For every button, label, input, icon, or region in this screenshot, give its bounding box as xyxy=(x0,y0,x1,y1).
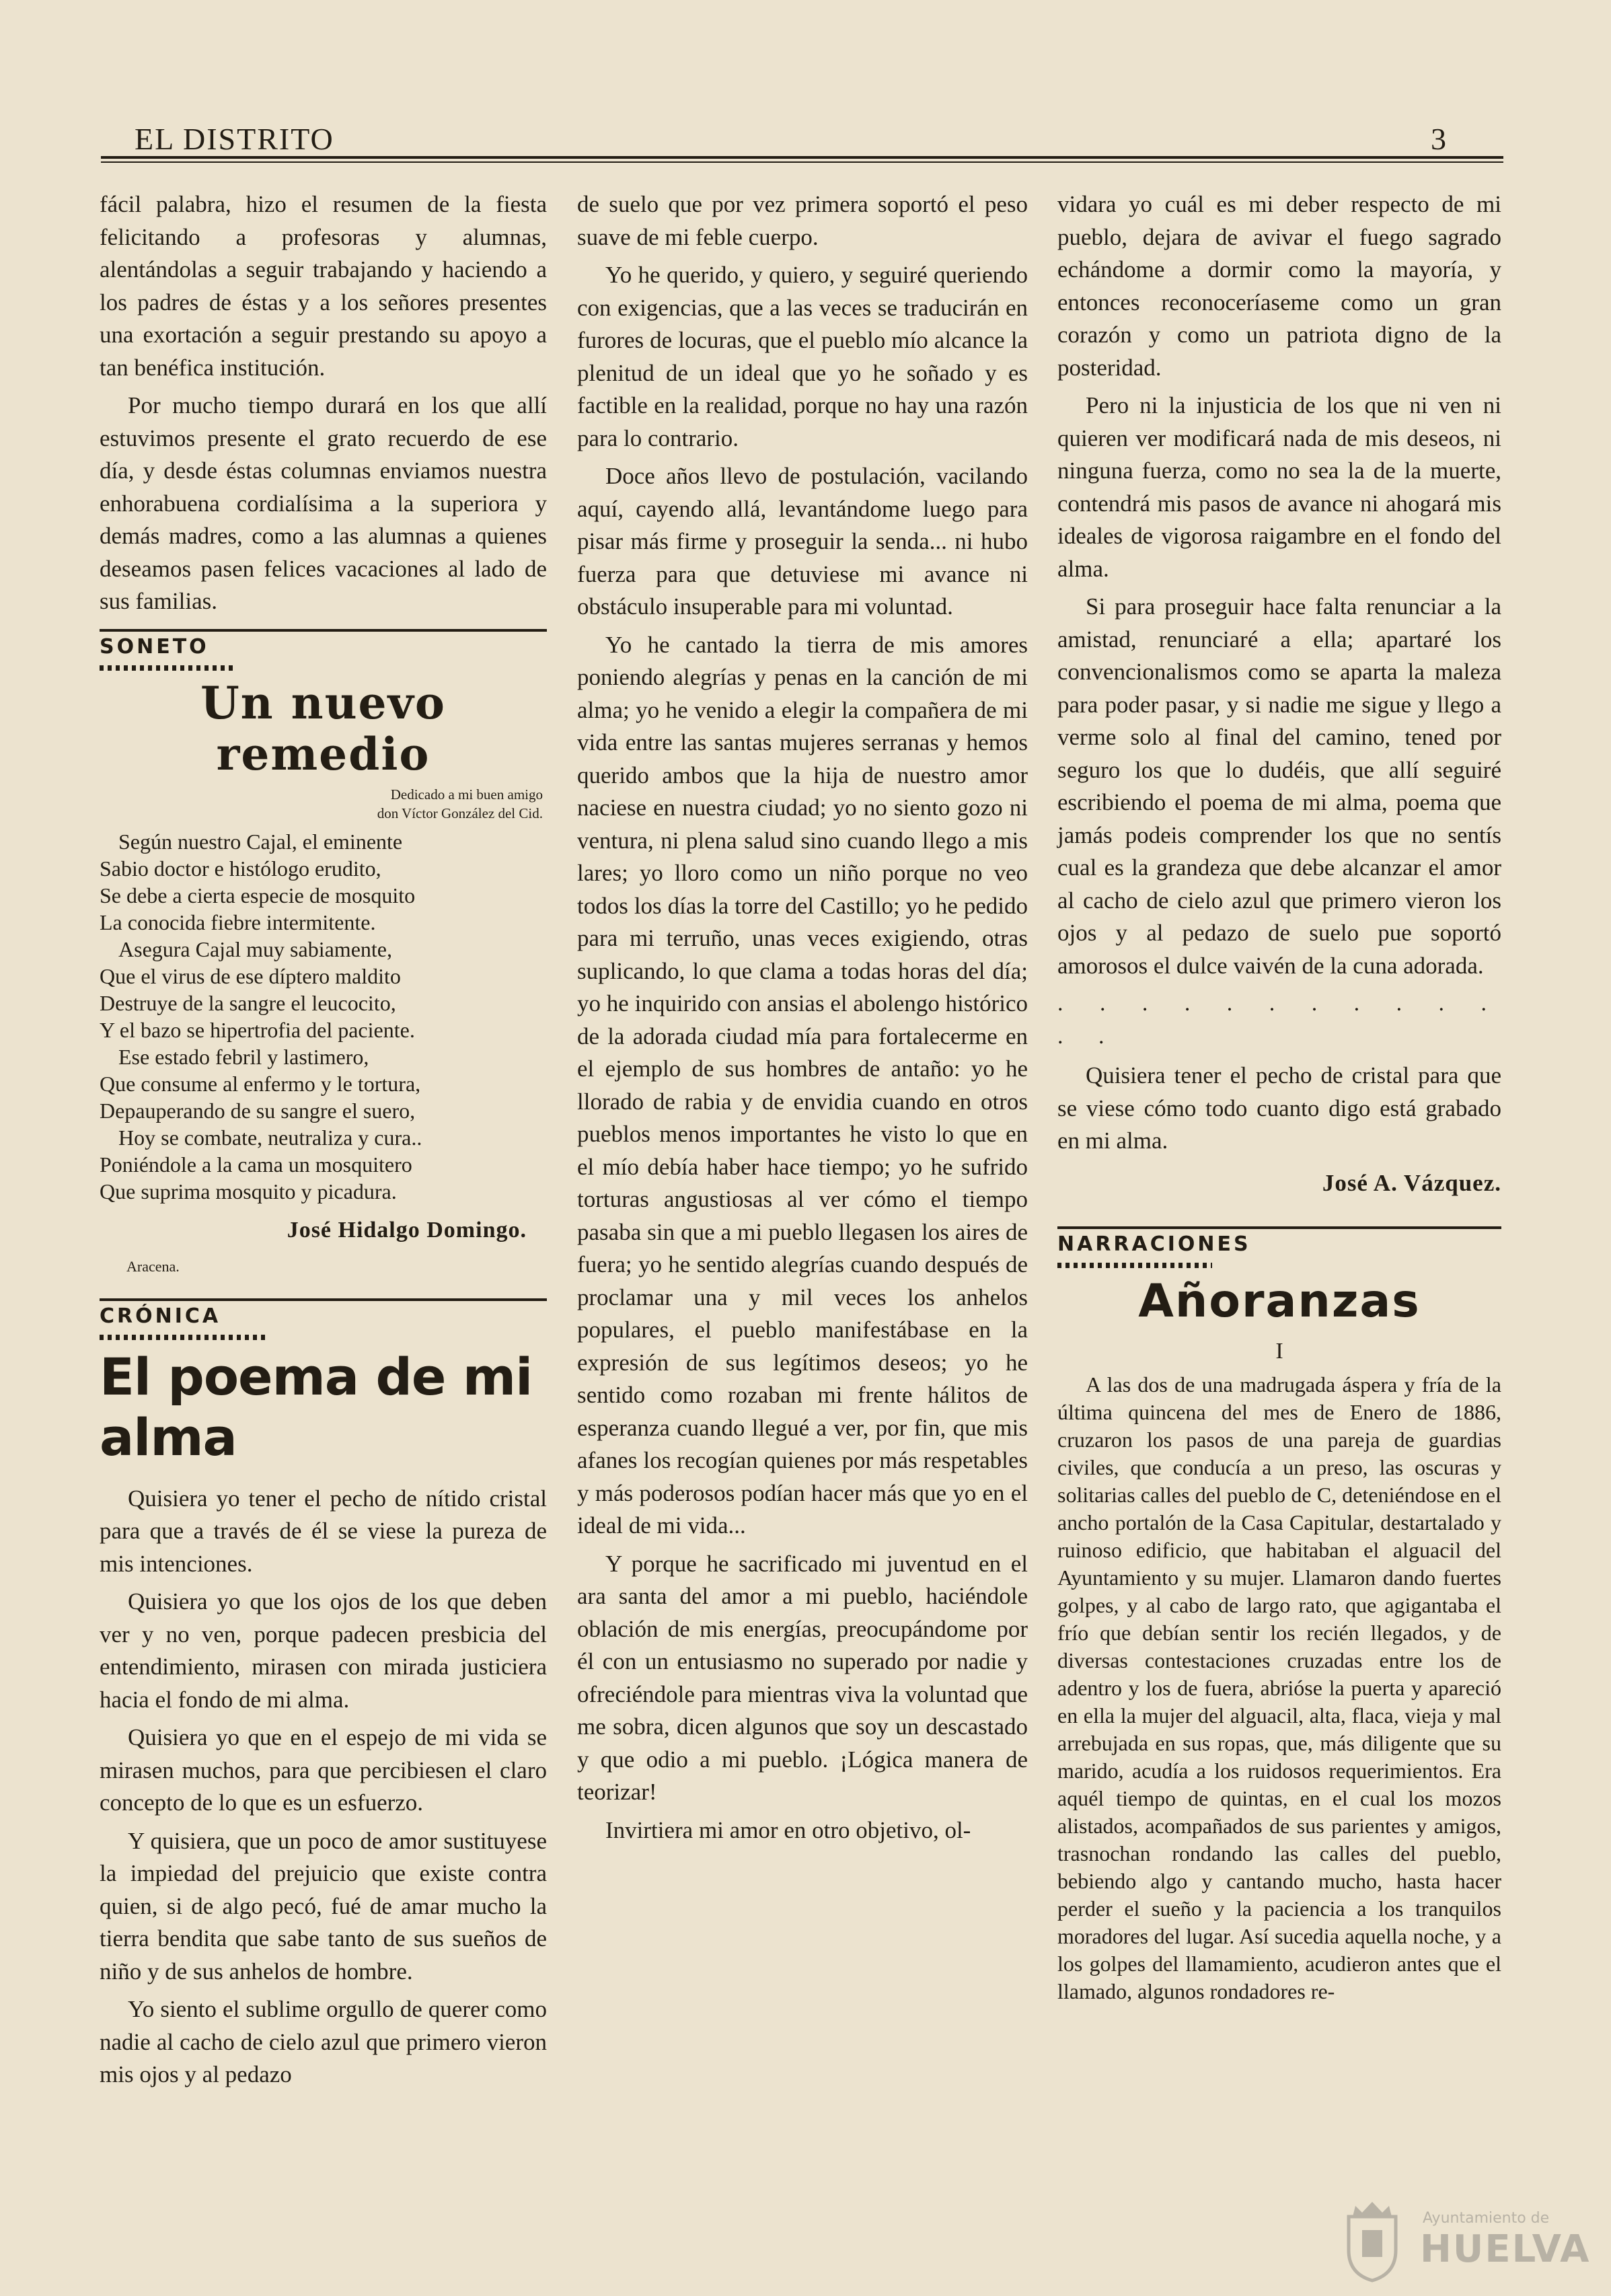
ornament-rule xyxy=(1057,1263,1212,1268)
verse-line: Que consume al enfermo y le tortura, xyxy=(100,1071,421,1096)
chapter-numeral: I xyxy=(1275,1339,1283,1364)
cronica-paragraph: Yo he querido, y quiero, y seguiré queriendo con exigencias, que a las veces se traducirán en furores de locuras, que el pueblo mío alcance la plenitud de un ideal que yo he soñado y es factible en la realidad, porque no hay una razón para lo contrario. xyxy=(577,262,1028,451)
watermark-line2: HUELVA xyxy=(1420,2227,1591,2271)
narraciones-label: NARRACIONES xyxy=(1057,1232,1251,1256)
cronica-paragraph: Yo he cantado la tierra de mis amores poniendo alegrías y penas en la canción de mi alma; yo he venido a elegir la compañera de mi vida entre las santas mujeres serranas y hemos querido ambos que la hija de nuestro amor naciese en nuestra ciudad; yo no siento gozo ni ventura, ni plena salud sino cuando llego a mis lares; yo lloro como un niño porque no veo todos los días la torre del Castillo; yo he pedido para mi terruño, unas veces exigiendo, otras suplicando, lo que clama a todas horas del día; yo he inquirido con ansias el abolengo histórico de la adorada ciudad mía para fortalecerme en el ejemplo de sus hombres de antaño: yo he llorado de rabia y de envidia cuando en otros pueblos menos importantes he visto lo que en el mío debía haber hace tiempo; yo he sufrido torturas angustiosas al ver cómo el tiempo pasaba sin que a mi pueblo llegasen los aires de fuera; yo he sentido alegrías cuando después de proclamar una y mil veces los anhelos populares, el pueblo manifestábase en la expresión de sus legítimos deseos; yo he sentido como rozaban mi frente hálitos de esperanza cuando llegué a ver, por fin, que mis afanes los recogían quienes por más respetables y más poderosos podían hacer más que yo en el ideal de mi vida... xyxy=(577,631,1028,1539)
cronica-label: CRÓNICA xyxy=(100,1304,221,1328)
verse-line: Sabio doctor e histólogo erudito, xyxy=(100,856,381,881)
ellipsis-separator: . . . . . . . . . . . . . xyxy=(1057,991,1501,1049)
intro-paragraph: Por mucho tiempo durará en los que allí estuvimos presente el grato recuerdo de ese día, y desde éstas columnas enviamos nuestra enhorabuena cordialísima a la superiora y demás madres, como a las alumnas a quienes deseamos pasen felices vacaciones al lado de sus familias. xyxy=(100,392,547,614)
verse-line: Se debe a cierta especie de mosquito xyxy=(100,883,416,908)
cronica-author: José A. Vázquez. xyxy=(1322,1169,1501,1196)
soneto-title: Un nuevo remedio xyxy=(200,676,446,780)
watermark-line1: Ayuntamiento de xyxy=(1423,2210,1550,2227)
verse-line: Asegura Cajal muy sabiamente, xyxy=(118,936,392,961)
section-rule xyxy=(100,1298,547,1301)
ornament-rule xyxy=(100,665,234,671)
soneto-label: SONETO xyxy=(100,634,209,659)
verse-line: La conocida fiebre intermitente. xyxy=(100,910,376,934)
verse-line: Que suprima mosquito y picadura. xyxy=(100,1179,397,1203)
verse-line: Según nuestro Cajal, el eminente xyxy=(118,829,403,854)
section-rule xyxy=(1057,1226,1501,1229)
intro-paragraph: fácil palabra, hizo el resumen de la fiesta felicitando a profesoras y alumnas, alentándolas a seguir trabajando y haciendo a los padres de éstas y a los señores presentes una exortación a seguir prestando su apoyo a tan benéfica institución. xyxy=(100,191,547,381)
cronica-paragraph: Yo siento el sublime orgullo de querer como nadie al cacho de cielo azul que primero vieron mis ojos y al pedazo xyxy=(100,1996,547,2087)
soneto-place: Aracena. xyxy=(126,1258,180,1275)
closing-paragraph: Quisiera tener el pecho de cristal para que se viese cómo todo cuanto digo está grabado en mi alma. xyxy=(1057,1062,1501,1154)
newspaper-title: EL DISTRITO xyxy=(135,122,334,156)
cronica-paragraph: vidara yo cuál es mi deber respecto de mi pueblo, dejara de avivar el fuego sagrado echándome a dormir como la mayoría, y entonces reconoceríaseme como un gran corazón y como un patriota digno de la posteridad. xyxy=(1057,191,1501,381)
cronica-paragraph: Y quisiera, que un poco de amor sustituyese la impiedad del prejuicio que existe contra quien, si de algo pecó, fué de amar mucho la tierra bendita que sabe tanto de sus sueños de niño y de sus anhelos de hombre. xyxy=(100,1827,547,1985)
cronica-paragraph: de suelo que por vez primera soportó el peso suave de mi feble cuerpo. xyxy=(577,191,1028,250)
cronica-paragraph: Quisiera yo que los ojos de los que deben ver y no ven, porque padecen presbicia del entendimiento, mirasen con mirada justiciera hacia el fondo de mi alma. xyxy=(100,1588,547,1713)
header-rule xyxy=(101,156,1503,159)
column-3 xyxy=(1057,188,1501,2011)
soneto-author: José Hidalgo Domingo. xyxy=(287,1217,527,1243)
page-number: 3 xyxy=(1431,122,1446,156)
coat-of-arms-icon xyxy=(1335,2196,1409,2284)
verse-line: Ese estado febril y lastimero, xyxy=(118,1044,369,1069)
verse-line: Destruye de la sangre el leucocito, xyxy=(100,990,396,1015)
soneto-verses xyxy=(100,828,547,1205)
running-head xyxy=(101,121,1446,161)
soneto-dedication: Dedicado a mi buen amigo don Víctor González del Cid. xyxy=(377,786,543,821)
cronica-paragraph: Invirtiera mi amor en otro objetivo, ol- xyxy=(605,1816,971,1843)
column-1 xyxy=(100,188,547,2097)
cronica-title: El poema de mi alma xyxy=(100,1346,533,1467)
ornament-rule xyxy=(100,1335,268,1340)
cronica-paragraph: Quisiera yo tener el pecho de nítido cristal para que a través de él se viese la pureza de mis intenciones. xyxy=(100,1485,547,1577)
verse-line: Que el virus de ese díptero maldito xyxy=(100,963,401,988)
cronica-paragraph: Y porque he sacrificado mi juventud en el ara santa del amor a mi pueblo, haciéndole oblación de mis energías, preocupándome por él con un entusiasmo no superado por nadie y ofreciéndole para mientras viva la voluntad que me sobra, dicen algunos que soy un descastado y que odio a mi pueblo. ¡Lógica manera de teorizar! xyxy=(577,1550,1028,1805)
cronica-paragraph: Doce años llevo de postulación, vacilando aquí, cayendo allá, levantándome luego para pisar más firme y proseguir la senda... ni hubo fuerza para que detuviese mi avance ni obstáculo insuperable para mi voluntad. xyxy=(577,463,1028,620)
narracion-paragraph: A las dos de una madrugada áspera y fría de la última quincena del mes de Enero de 1886, cruzaron los pasos de una pareja de guardias civiles, que conducía a un preso, las oscuras y solitarias calles del pueblo de C, deteniéndose en el ancho portalón de la Casa Capitular, destartalado y ruinoso edificio, que habitaban el alguacil del Ayuntamiento y su mujer. Llamaron dando fuertes golpes, y al cabo de largo rato, que agigantaba el frío que debían sentir los recién llegados, y de diversas contestaciones cruzadas entre los de adentro y los de fuera, abrióse la puerta y apareció en ella la mujer del alguacil, alta, flaca, vieja y mal arrebujada en sus ropas, que, más diligente que su marido, acudía a los ruidosos requerimientos. Era aquél tiempo de quintas, en el cual los mozos alistados, acompañados de sus parientes y amigos, trasnochan rondando las calles del pueblo, bebiendo algo y cantando mucho, hasta hacer perder el sueño y la paciencia a los tranquilos moradores del lugar. Así sucedia aquella noche, y a los golpes del llamamiento, acudieron antes que el llamado, algunos rondadores re- xyxy=(1057,1372,1501,2003)
section-rule xyxy=(100,629,547,632)
header-rule-thin xyxy=(101,161,1503,163)
verse-line: Depauperando de su sangre el suero, xyxy=(100,1098,416,1123)
verse-line: Poniéndole a la cama un mosquitero xyxy=(100,1152,412,1177)
column-2 xyxy=(577,188,1028,1852)
anoranzas-title: Añoranzas xyxy=(1138,1275,1421,1328)
verse-line: Hoy se combate, neutraliza y cura.. xyxy=(118,1125,422,1150)
archive-watermark xyxy=(1335,2196,1591,2284)
cronica-paragraph: Quisiera yo que en el espejo de mi vida se mirasen muchos, para que percibiesen el claro concepto de lo que es un esfuerzo. xyxy=(100,1724,547,1816)
cronica-paragraph: Pero ni la injusticia de los que ni ven ni quieren ver modificará nada de mis deseos, ni ninguna fuerza, como no sea la de la muerte, contendrá mis pasos de avance ni ahogará mis ideales de vigorosa raigambre en el fondo del alma. xyxy=(1057,392,1501,582)
cronica-paragraph: Si para proseguir hace falta renunciar a la amistad, renunciaré a ella; apartaré los convencionalismos como se aparta la maleza para poder pasar, y si nadie me sigue y llego a verme solo al final del camino, tened por seguro los que lo dudéis, que allí seguiré escribiendo el poema de mi alma, poema que jamás podeis comprender los que no sentís cual es la grandeza que debe alcanzar el amor al cacho de cielo azul que primero vieron los ojos y al pedazo de suelo pue soportó amorosos el dulce vaivén de la cuna adorada. xyxy=(1057,593,1501,979)
verse-line: Y el bazo se hipertrofia del paciente. xyxy=(100,1017,415,1042)
